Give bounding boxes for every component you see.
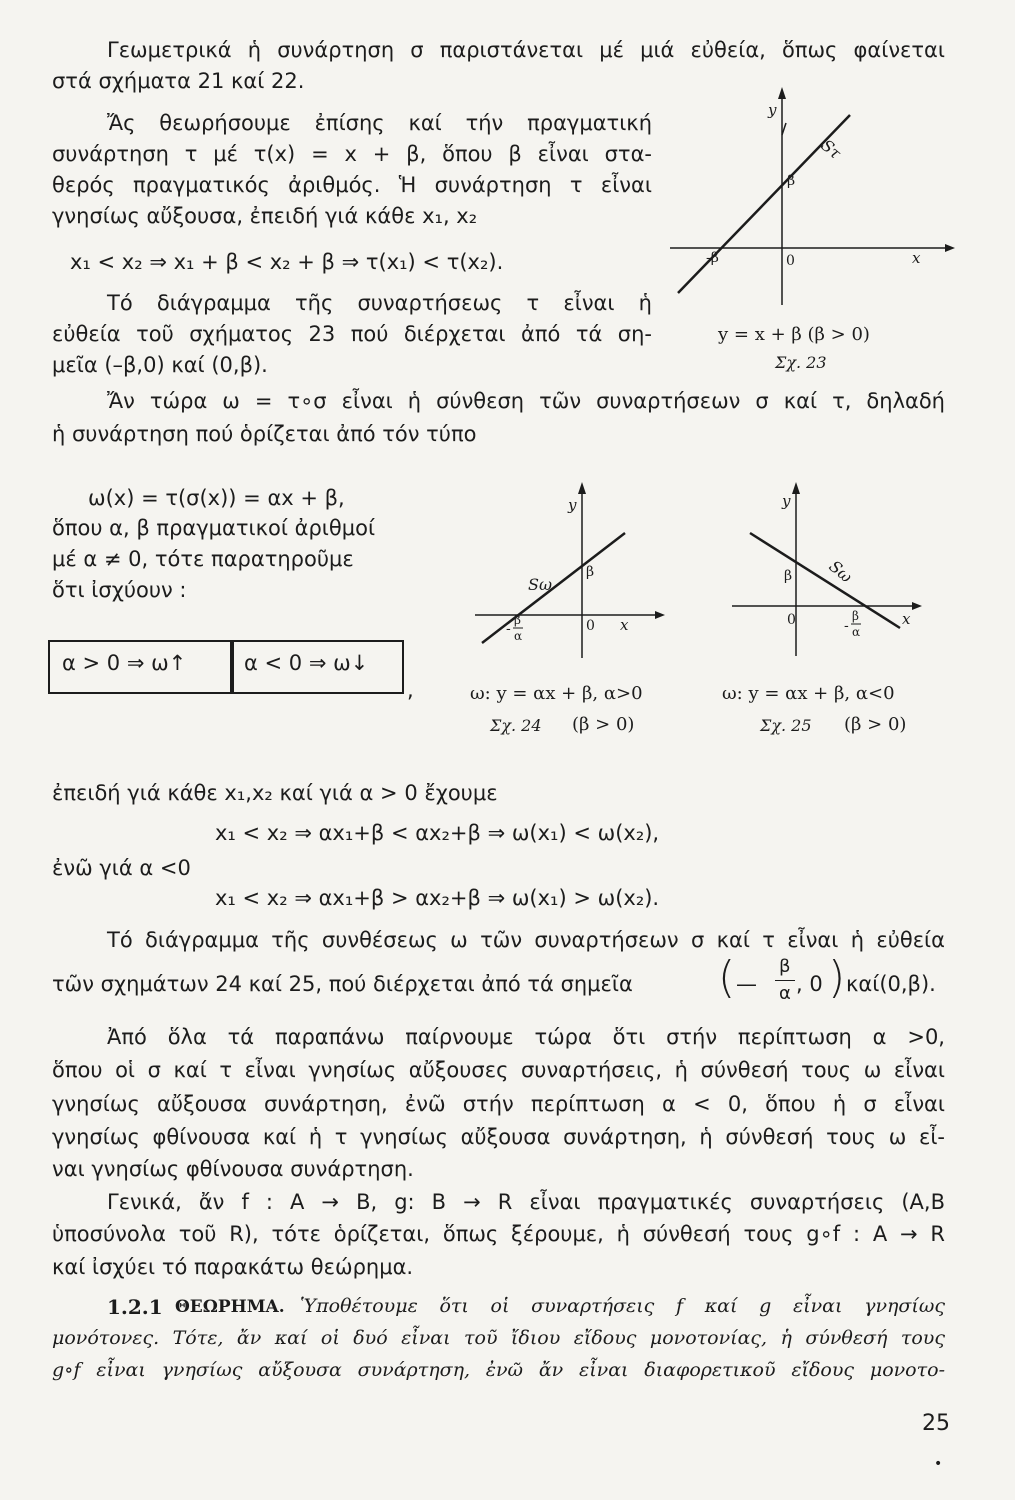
text-line: ὅτι ἰσχύουν : (52, 578, 187, 602)
fig25-y-label: y (782, 492, 791, 510)
figure-24 (470, 478, 670, 678)
text-line: συνάρτηση τ μέ τ(x) = x + β, ὅπου β εἶναι στα- (52, 142, 652, 166)
text-line: ἡ συνάρτηση πού ὁρίζεται ἀπό τόν τύπο (52, 422, 477, 446)
text-line: Ἄν τώρα ω = τ∘σ εἶναι ἡ σύνθεση τῶν συναρτήσεων σ καί τ, δηλαδή (107, 389, 945, 413)
right-paren: ) (828, 952, 846, 1003)
fig23-s-label: Sτ (817, 135, 845, 163)
text-line: γνησίως αὔξουσα συνάρτηση, ἐνῶ στήν περίπτωση α < 0, ὅπου ἡ σ εἶναι (52, 1092, 945, 1116)
fig25-frac-sign: - (844, 618, 849, 634)
fig24-beta-label: β (586, 564, 595, 580)
fig24-line (482, 533, 625, 643)
theorem-line: μονότονες. Τότε, ἄν καί οἱ δυό εἶναι τοῦ ἴδιου εἴδους μονοτονίας, ἡ σύνθεσή τους (52, 1327, 945, 1349)
figure-25 (730, 478, 930, 678)
text-line: Τό διάγραμμα τῆς συναρτήσεως τ εἶναι ἡ (107, 291, 652, 315)
text-line: στά σχήματα 21 καί 22. (52, 69, 305, 93)
fig23-y-arrow (778, 87, 786, 99)
fig25-s-label: Sω (825, 556, 857, 587)
theorem-title: ΘΕΩΡΗΜΑ. (175, 1297, 285, 1317)
text-line: καί(0,β). (846, 972, 936, 996)
fig25-frac-num: β (852, 609, 859, 623)
text-line: ἐνῶ γιά α <0 (52, 856, 191, 880)
text-line: καί ἰσχύει τό παρακάτω θεώρημα. (52, 1255, 414, 1279)
fig24-zero-label: 0 (586, 618, 595, 634)
formula-line: x₁ < x₂ ⇒ αx₁+β < αx₂+β ⇒ ω(x₁) < ω(x₂), (215, 821, 660, 845)
fig25-x-label: x (902, 610, 911, 628)
fig25-condition: (β > 0) (844, 714, 907, 735)
fig25-equation: ω: y = αx + β, α<0 (722, 683, 895, 704)
text-line: Ἄς θεωρήσουμε ἐπίσης καί τήν πραγματική (107, 111, 652, 135)
zero-coord: , 0 (796, 972, 823, 996)
fig23-beta-label: β (787, 173, 796, 189)
fig24-equation: ω: y = αx + β, α>0 (470, 683, 643, 704)
text-line: μεῖα (–β,0) καί (0,β). (52, 353, 268, 377)
fig24-caption: Σχ. 24 (490, 716, 542, 735)
text-line: ὑποσύνολα τοῦ R), τότε ὁρίζεται, ὅπως ξέρουμε, ἡ σύνθεσή τους g∘f : A → R (52, 1222, 945, 1246)
fig25-beta-label: β (784, 568, 793, 584)
text-line: Ἀπό ὅλα τά παραπάνω παίρνουμε τώρα ὅτι στήν περίπτωση α >0, (107, 1025, 945, 1049)
page-dot: • (934, 1456, 943, 1472)
text-line: γνησίως φθίνουσα καί ἡ τ γνησίως αὔξουσα συνάρτηση, ἡ σύνθεσή τους ω εἶ- (52, 1125, 945, 1149)
text-line: ἐπειδή γιά κάθε x₁,x₂ καί γιά α > 0 ἔχουμε (52, 781, 498, 805)
text-line: εὐθεία τοῦ σχήματος 23 πού διέρχεται ἀπό τά ση- (52, 322, 652, 346)
formula-line: x₁ < x₂ ⇒ αx₁+β > αx₂+β ⇒ ω(x₁) > ω(x₂). (215, 886, 660, 910)
fig23-negbeta-label: -β (706, 250, 719, 266)
fig23-x-arrow (945, 244, 955, 252)
fig24-s-label: Sω (528, 575, 553, 594)
text-line: Τό διάγραμμα τῆς συνθέσεως ω τῶν συναρτήσεων σ καί τ εἶναι ἡ εὐθεία (107, 928, 945, 952)
fig23-equation: y = x + β (β > 0) (718, 324, 870, 345)
text-line: ὅπου οἱ σ καί τ εἶναι γνησίως αὔξουσες συναρτήσεις, ἡ σύνθεσή τους ω εἶναι (52, 1058, 945, 1082)
decreasing-rule-text: α < 0 ⇒ ω↓ (244, 651, 369, 675)
text-line: θερός πραγματικός ἀριθμός. Ἡ συνάρτηση τ εἶναι (52, 173, 652, 197)
text-line: ναι γνησίως φθίνουσα συνάρτηση. (52, 1157, 414, 1181)
fig24-x-label: x (620, 616, 629, 634)
formula-line: x₁ < x₂ ⇒ x₁ + β < x₂ + β ⇒ τ(x₁) < τ(x₂). (70, 250, 504, 274)
fraction-denominator: α (779, 983, 791, 1004)
text-line: γνησίως αὔξουσα, ἐπειδή γιά κάθε x₁, x₂ (52, 204, 478, 228)
comma: , (407, 678, 414, 702)
fig25-zero-label: 0 (787, 612, 796, 628)
fig24-y-arrow (578, 482, 586, 494)
fraction-bar (775, 980, 795, 981)
text-line: τῶν σχημάτων 24 καί 25, πού διέρχεται ἀπό τά σημεῖα (52, 972, 633, 996)
text-line: ὅπου α, β πραγματικοί ἀριθμοί (52, 516, 376, 540)
text-line: Γενικά, ἄν f : A → B, g: B → R εἶναι πραγματικές συναρτήσεις (A,B (107, 1190, 945, 1214)
theorem-line: Ὑποθέτουμε ὅτι οἱ συναρτήσεις f καί g εἶναι γνησίως (300, 1295, 945, 1317)
fraction-numerator: β (779, 956, 791, 977)
fig25-caption: Σχ. 25 (760, 716, 812, 735)
text-line: μέ α ≠ 0, τότε παρατηροῦμε (52, 547, 354, 571)
fig24-x-arrow (655, 611, 665, 619)
fig25-frac-den: α (852, 625, 861, 639)
fig24-frac-den: α (514, 629, 523, 643)
formula-line: ω(x) = τ(σ(x)) = αx + β, (88, 486, 345, 510)
fig23-caption: Σχ. 23 (775, 353, 827, 372)
figure-23 (660, 85, 960, 395)
fig24-condition: (β > 0) (572, 714, 635, 735)
fig25-line (750, 533, 900, 628)
fig23-graph (670, 87, 955, 305)
page-number: 25 (922, 1411, 950, 1436)
fig24-graph (475, 482, 665, 658)
fig25-y-arrow (792, 482, 800, 494)
fig23-zero-label: 0 (786, 253, 795, 269)
theorem-number: 1.2.1 (107, 1295, 163, 1319)
left-paren: ( (718, 952, 736, 1003)
text-line: Γεωμετρικά ἡ συνάρτηση σ παριστάνεται μέ μιά εὐθεία, ὅπως φαίνεται (107, 38, 945, 62)
fig25-x-arrow (912, 602, 922, 610)
fig24-frac-sign: - (506, 621, 511, 637)
fig24-frac-num: β (514, 613, 521, 627)
fig25-graph (732, 482, 922, 656)
fig23-x-label: x (912, 249, 921, 267)
fig24-y-label: y (568, 496, 577, 514)
theorem-line: g∘f εἶναι γνησίως αὔξουσα συνάρτηση, ἐνῶ ἄν εἶναι διαφορετικοῦ εἴδους μονοτο- (52, 1359, 945, 1381)
minus-dash: — (736, 972, 757, 996)
increasing-rule-text: α > 0 ⇒ ω↑ (62, 651, 187, 675)
fig23-y-label: y (768, 101, 777, 119)
